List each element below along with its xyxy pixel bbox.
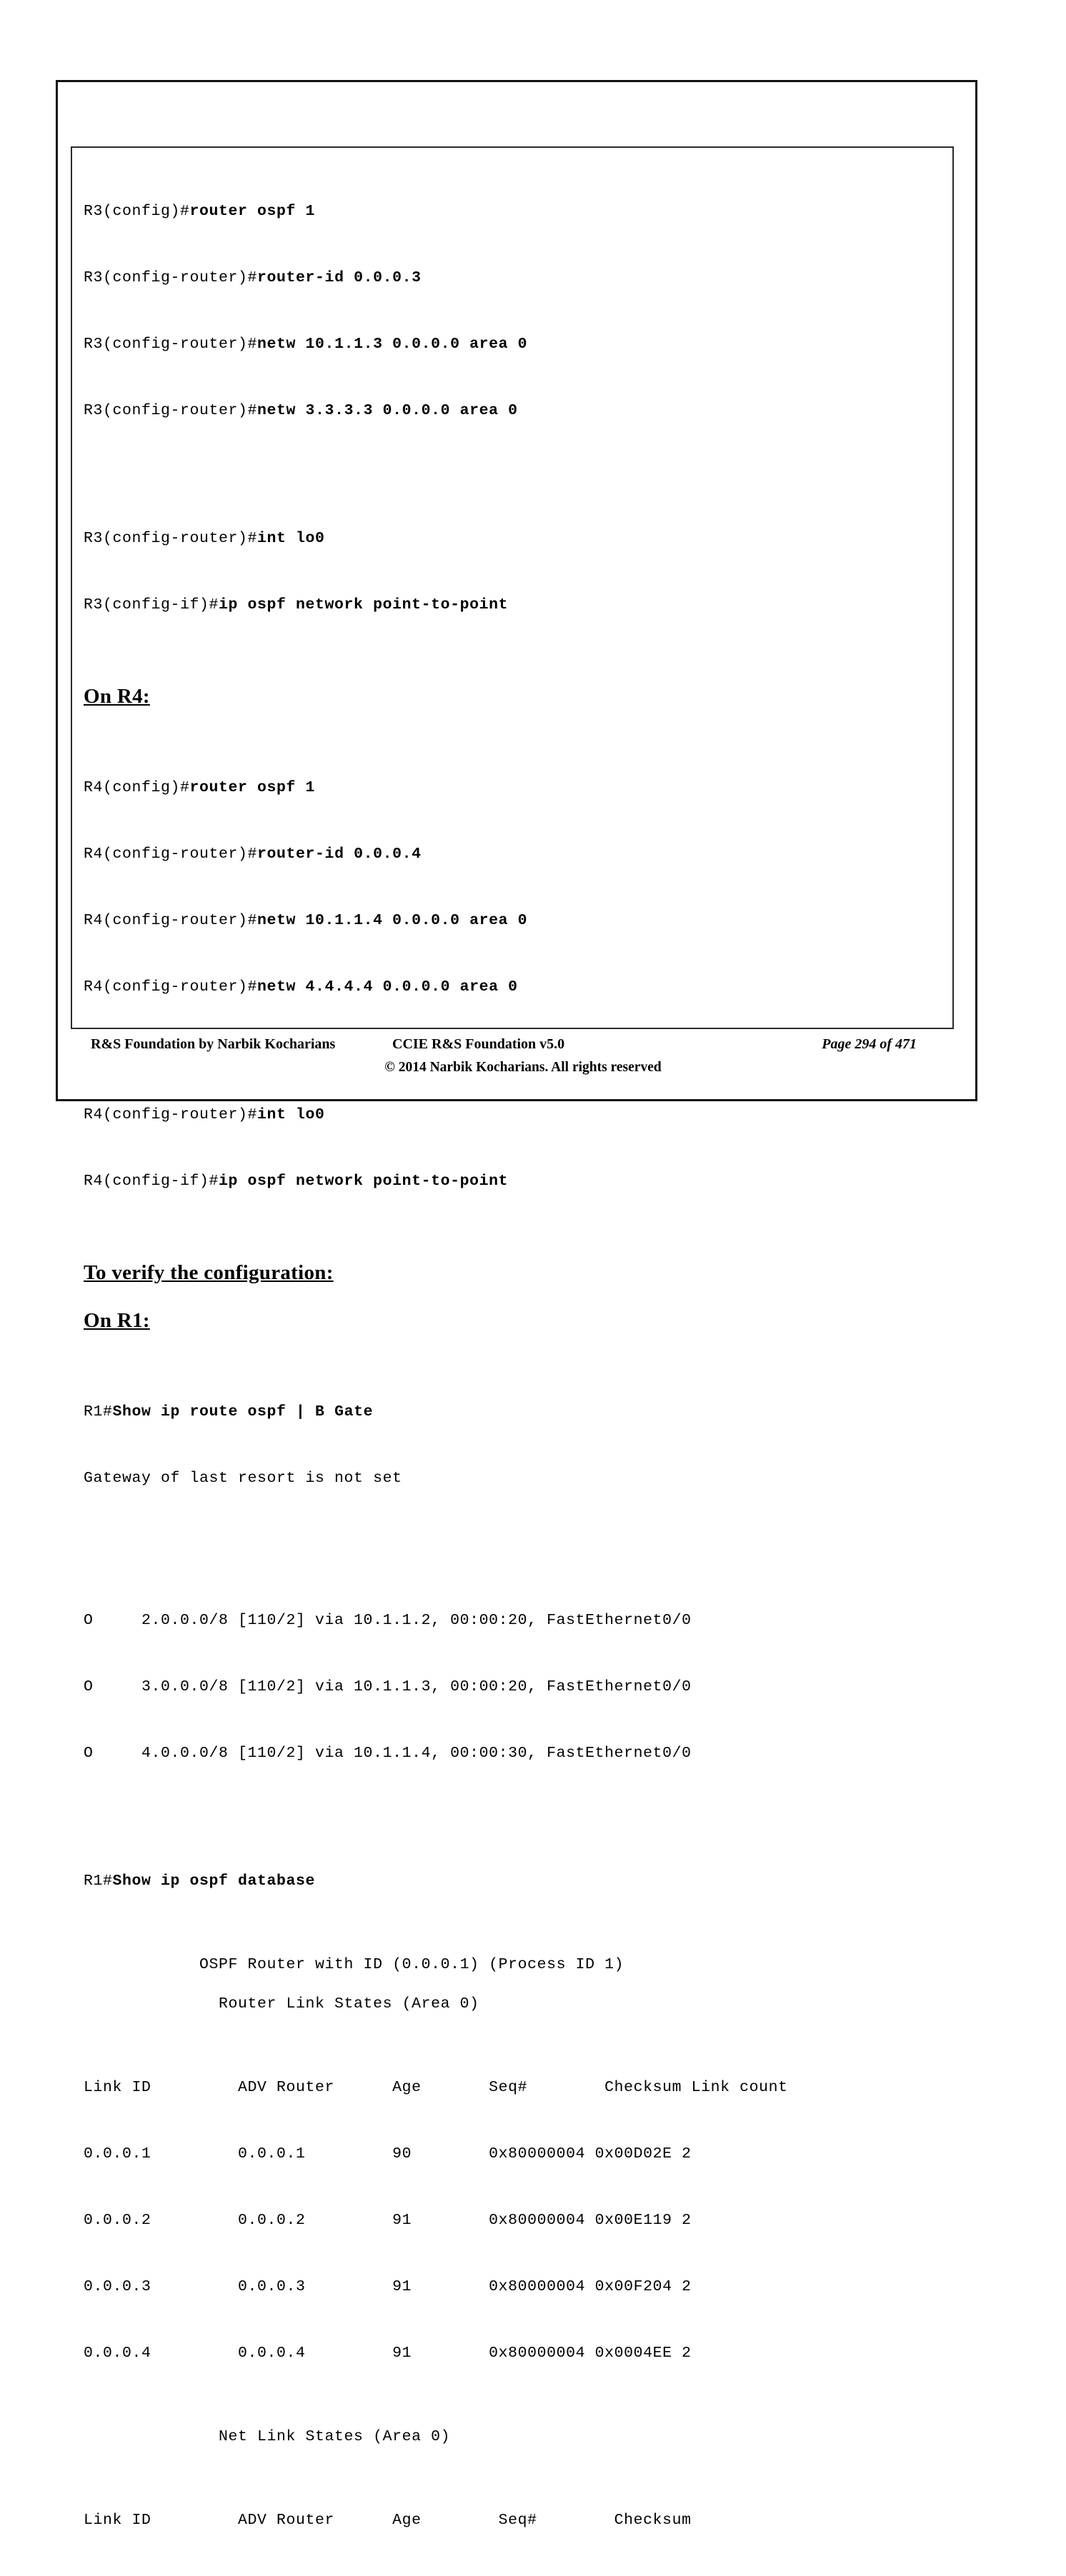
footer-row-primary (71, 1036, 954, 1058)
cli-prompt: R3(config-router)# (84, 269, 258, 286)
cli-command: netw 4.4.4.4 0.0.0.0 area 0 (257, 978, 518, 996)
cli-line (84, 976, 948, 998)
cli-line (84, 1171, 948, 1193)
cli-prompt: R4(config)# (84, 779, 190, 796)
cli-command: int lo0 (257, 1106, 325, 1123)
spacer (84, 2015, 948, 2033)
show-ip-route-block (84, 1357, 948, 1534)
spacer (84, 1285, 948, 1309)
footer-page-number: Page 294 of 471 (822, 1036, 917, 1052)
cli-line (84, 267, 948, 289)
spacer (84, 1333, 948, 1357)
cli-command: router-id 0.0.0.4 (257, 846, 422, 863)
route-line: O 4.0.0.0/8 [110/2] via 10.1.1.4, 00:00:30, FastEthernet0/0 (84, 1745, 692, 1762)
spacer (84, 708, 948, 733)
spacer (84, 1237, 948, 1261)
cli-prompt: R4(config-router)# (84, 1106, 258, 1123)
cli-command: Show ip route ospf | B Gate (112, 1403, 374, 1420)
show-ip-ospf-database-block (84, 1826, 948, 1937)
spacer (84, 1976, 948, 1993)
cli-line (84, 201, 948, 223)
cli-line (84, 334, 948, 356)
ospf-route-output (84, 1565, 948, 1809)
cli-prompt: R4(config-if)# (84, 1173, 219, 1190)
cli-prompt: R3(config-router)# (84, 402, 258, 419)
table-header: Link ID ADV Router Age Seq# Checksum Link count (84, 2079, 788, 2096)
footer-title: CCIE R&S Foundation v5.0 (392, 1036, 565, 1052)
cli-line (84, 528, 948, 550)
cli-prompt: R3(config)# (84, 203, 190, 220)
cli-prompt: R4(config-router)# (84, 978, 258, 996)
r4-config-block (84, 733, 948, 1043)
cli-command: ip ospf network point-to-point (219, 596, 509, 613)
cli-prompt: R3(config-router)# (84, 530, 258, 547)
heading-on-r4: On R4: (84, 685, 150, 708)
spacer (84, 2448, 948, 2465)
heading-verify-configuration: To verify the configuration: (84, 1261, 334, 1284)
footer-copyright: © 2014 Narbik Kocharians. All rights reserved (384, 1060, 662, 1075)
spacer (84, 2409, 948, 2426)
footer-author: R&S Foundation by Narbik Kocharians (91, 1036, 336, 1052)
cli-line (84, 594, 948, 616)
cli-line (84, 1870, 948, 1893)
cli-line (84, 1104, 948, 1126)
spacer (84, 1937, 948, 1954)
cli-command: netw 3.3.3.3 0.0.0.0 area 0 (257, 402, 518, 419)
r3-config-block (84, 156, 948, 466)
spacer (84, 1534, 948, 1565)
heading-on-r1: On R1: (84, 1309, 150, 1332)
cli-line (84, 400, 948, 422)
cli-command: int lo0 (257, 530, 325, 547)
cli-prompt: R4(config-router)# (84, 846, 258, 863)
cli-prompt: R4(config-router)# (84, 912, 258, 929)
cli-line (84, 910, 948, 932)
table-row: 0.0.0.3 0.0.0.3 91 0x80000004 0x00F204 2 (84, 2278, 692, 2295)
cli-command: netw 10.1.1.4 0.0.0.0 area 0 (257, 912, 528, 929)
cli-prompt: R1# (84, 1403, 113, 1420)
cli-command: ip ospf network point-to-point (219, 1173, 509, 1190)
page-content (84, 156, 948, 2576)
cli-prompt: R3(config-if)# (84, 596, 219, 613)
r4-loopback-block (84, 1060, 948, 1237)
cli-command: netw 10.1.1.3 0.0.0.0 area 0 (257, 336, 528, 353)
ospf-router-id-line: OSPF Router with ID (0.0.0.1) (Process ID 1) (84, 1956, 624, 1973)
net-lsa-table (84, 2465, 948, 2576)
table-row: 0.0.0.4 0.0.0.4 91 0x80000004 0x0004EE 2 (84, 2345, 692, 2362)
table-row: 0.0.0.1 0.0.0.1 90 0x80000004 0x00D02E 2 (84, 2145, 692, 2162)
cli-command: Show ip ospf database (112, 1873, 316, 1890)
cli-command: router-id 0.0.0.3 (257, 269, 422, 286)
r3-loopback-block (84, 483, 948, 661)
cli-line (84, 1401, 948, 1423)
router-link-states-title: Router Link States (Area 0) (84, 1995, 479, 2013)
route-line: O 3.0.0.0/8 [110/2] via 10.1.1.3, 00:00:20, FastEthernet0/0 (84, 1678, 692, 1695)
cli-line (84, 777, 948, 799)
net-link-states-title: Net Link States (Area 0) (84, 2428, 451, 2445)
scanned-page-frame (56, 80, 977, 2529)
cli-command: router ospf 1 (189, 203, 316, 220)
spacer (84, 466, 948, 483)
spacer (84, 661, 948, 685)
spacer (84, 1809, 948, 1826)
table-header: Link ID ADV Router Age Seq# Checksum (84, 2512, 692, 2529)
cli-prompt: R1# (84, 1873, 113, 1890)
cli-command: router ospf 1 (189, 779, 316, 796)
route-line: O 2.0.0.0/8 [110/2] via 10.1.1.2, 00:00:20, FastEthernet0/0 (84, 1612, 692, 1629)
router-lsa-table (84, 2033, 948, 2409)
page-footer (71, 1036, 954, 1080)
gateway-line: Gateway of last resort is not set (84, 1470, 402, 1487)
cli-prompt: R3(config-router)# (84, 336, 258, 353)
cli-line (84, 843, 948, 866)
table-row: 0.0.0.2 0.0.0.2 91 0x80000004 0x00E119 2 (84, 2212, 692, 2229)
